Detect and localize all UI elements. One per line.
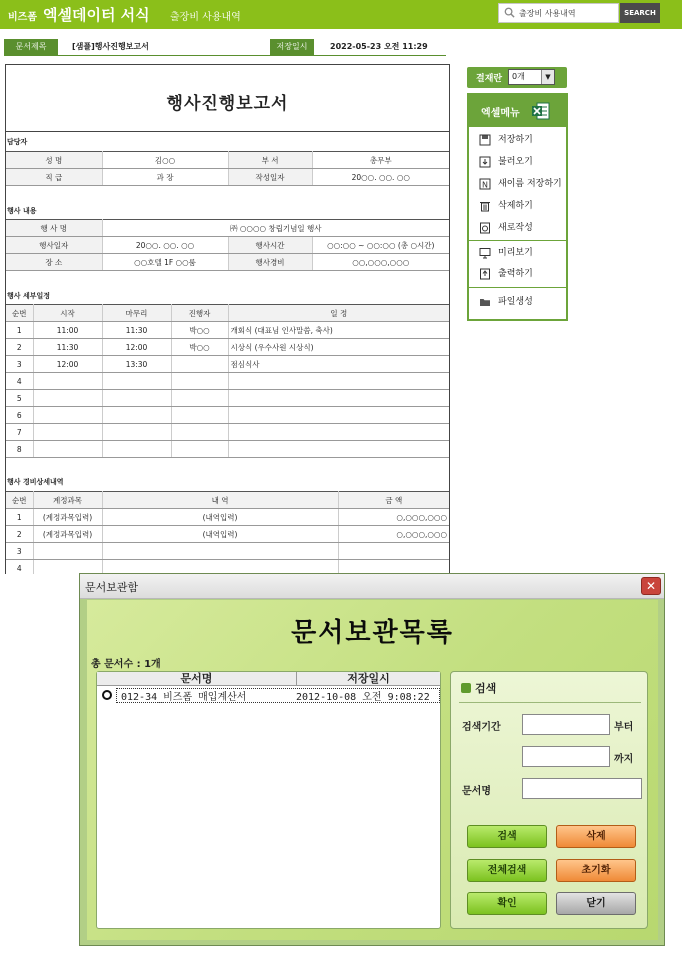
table-cell[interactable] — [338, 543, 449, 560]
menu-preview[interactable] — [478, 244, 533, 262]
table-cell[interactable]: 11:00 — [33, 322, 102, 339]
table-row — [6, 441, 449, 458]
column-header-name[interactable]: 문서명 — [97, 672, 297, 686]
load-icon — [479, 156, 491, 168]
delete-button[interactable]: 삭제 — [556, 825, 636, 848]
column-header: 순번 — [6, 305, 33, 322]
table-cell[interactable]: 점심식사 — [228, 356, 449, 373]
table-cell: 작성일자 — [228, 169, 312, 186]
table-header-row — [6, 492, 449, 509]
menu-load-label: 불러오기 — [498, 157, 533, 167]
column-header: 순번 — [6, 492, 33, 509]
column-header: 일 정 — [228, 305, 449, 322]
table-row — [6, 560, 449, 575]
table-row — [6, 237, 449, 254]
table-cell[interactable]: 시상식 (우수사원 시상식) — [228, 339, 449, 356]
menu-make-file[interactable] — [478, 293, 533, 311]
table-cell: 직 급 — [6, 169, 102, 186]
approval-count-select[interactable] — [508, 69, 555, 85]
table-cell[interactable]: (내역입력) — [102, 509, 338, 526]
dialog-title-bar[interactable] — [80, 574, 664, 599]
column-header-date[interactable]: 저장일시 — [347, 672, 390, 685]
table-cell[interactable] — [33, 424, 102, 441]
table-cell[interactable] — [171, 373, 228, 390]
table-cell: 성 명 — [6, 152, 102, 169]
saved-label: 저장일시 — [270, 39, 314, 55]
table-cell: 행사경비 — [228, 254, 312, 271]
brand-logo[interactable]: 비즈폼 — [8, 12, 37, 23]
table-cell[interactable]: 8 — [6, 441, 33, 458]
table-cell[interactable] — [171, 407, 228, 424]
trash-icon — [479, 200, 491, 212]
table-cell[interactable]: 11:30 — [102, 322, 171, 339]
table-row — [6, 526, 449, 543]
menu-save-as[interactable] — [478, 175, 562, 193]
table-cell[interactable] — [33, 560, 102, 575]
table-cell: 행 사 명 — [6, 220, 102, 237]
table-cell[interactable]: 5 — [6, 390, 33, 407]
table-cell[interactable]: 20○○. ○○. ○○ — [102, 237, 228, 254]
table-row — [6, 169, 449, 186]
table-row — [6, 407, 449, 424]
column-header: 진행자 — [171, 305, 228, 322]
column-header: 내 역 — [102, 492, 338, 509]
table-cell[interactable]: 3 — [6, 543, 33, 560]
table-cell[interactable] — [102, 424, 171, 441]
report-document — [5, 64, 450, 574]
event-table — [6, 219, 449, 271]
excel-icon — [531, 101, 551, 121]
menu-save[interactable] — [478, 131, 533, 149]
doc-name-label: 문서제목 — [4, 39, 58, 55]
document-count: 총 문서수 : 1개 — [91, 659, 161, 670]
dialog-body — [87, 600, 658, 940]
expense-section-title: 행사 경비상세내역 — [7, 478, 64, 486]
table-cell: 부 서 — [228, 152, 312, 169]
column-header: 계정과목 — [33, 492, 102, 509]
menu-divider — [469, 287, 566, 288]
row-doc-date: 2012-10-08 오전 9:08:22 — [296, 692, 430, 703]
table-cell[interactable]: 6 — [6, 407, 33, 424]
period-to-input[interactable] — [522, 746, 610, 767]
table-cell[interactable]: ㈜ ○○○○ 창립기념일 행사 — [102, 220, 449, 237]
table-cell[interactable] — [338, 560, 449, 575]
table-cell[interactable]: ○○호텔 1F ○○룸 — [102, 254, 228, 271]
approval-count-value: 0개 — [512, 72, 525, 81]
excel-menu-header — [469, 95, 566, 127]
table-row — [6, 424, 449, 441]
period-to-suffix: 까지 — [614, 754, 634, 765]
print-icon — [479, 268, 491, 280]
excel-menu-title: 엑셀메뉴 — [481, 108, 520, 119]
table-row — [6, 339, 449, 356]
document-storage-dialog — [79, 573, 665, 946]
table-cell[interactable]: (내역입력) — [102, 526, 338, 543]
header-divider — [4, 55, 446, 56]
reset-button[interactable]: 초기화 — [556, 859, 636, 882]
table-cell[interactable]: 12:00 — [102, 339, 171, 356]
table-row — [6, 152, 449, 169]
table-cell: 행사일자 — [6, 237, 102, 254]
folder-icon — [479, 296, 491, 308]
approval-count-label: 결재란 — [476, 74, 503, 84]
dialog-title: 문서보관함 — [85, 581, 139, 594]
table-cell[interactable]: 2 — [6, 526, 33, 543]
period-from-suffix: 부터 — [614, 722, 634, 733]
column-header: 시작 — [33, 305, 102, 322]
period-from-input[interactable] — [522, 714, 610, 735]
search-section-title: 검색 — [475, 682, 497, 695]
table-row — [6, 356, 449, 373]
list-header — [97, 672, 440, 686]
column-header: 금 액 — [338, 492, 449, 509]
table-cell[interactable]: 김○○ — [102, 152, 228, 169]
schedule-table — [6, 304, 449, 458]
docname-input[interactable] — [522, 778, 642, 799]
menu-new[interactable] — [478, 219, 533, 237]
menu-save-as-label: 새이름 저장하기 — [498, 179, 562, 189]
table-cell[interactable]: 12:00 — [33, 356, 102, 373]
table-cell[interactable]: (계정과목입력) — [33, 526, 102, 543]
table-cell: 장 소 — [6, 254, 102, 271]
table-cell[interactable]: 4 — [6, 560, 33, 575]
content-section-title: 행사 내용 — [7, 207, 37, 215]
table-cell[interactable]: ○,○○○,○○○ — [338, 526, 449, 543]
table-row — [6, 390, 449, 407]
search-input[interactable] — [519, 6, 615, 20]
close-button[interactable]: 닫기 — [556, 892, 636, 915]
table-row — [6, 543, 449, 560]
list-item[interactable] — [97, 687, 440, 703]
schedule-section-title: 행사 세부일정 — [7, 292, 51, 300]
expense-table — [6, 491, 449, 574]
table-cell[interactable] — [228, 407, 449, 424]
owner-section-title: 담당자 — [7, 138, 28, 146]
table-row — [6, 373, 449, 390]
table-cell: 행사시간 — [228, 237, 312, 254]
brand-title[interactable]: 엑셀데이터 서식 — [43, 6, 150, 24]
menu-delete-label: 삭제하기 — [498, 201, 533, 211]
table-row — [6, 220, 449, 237]
monitor-icon — [479, 247, 491, 259]
table-cell[interactable]: 3 — [6, 356, 33, 373]
table-cell[interactable] — [171, 390, 228, 407]
menu-divider — [469, 240, 566, 241]
saved-value: 2022-05-23 오전 11:29 — [330, 42, 428, 51]
search-button[interactable]: SEARCH — [620, 3, 660, 23]
table-cell[interactable] — [102, 390, 171, 407]
table-cell[interactable] — [228, 441, 449, 458]
table-cell[interactable]: 13:30 — [102, 356, 171, 373]
menu-load[interactable] — [478, 153, 533, 171]
menu-new-label: 새로작성 — [498, 223, 533, 233]
chevron-down-icon[interactable]: ▼ — [541, 70, 554, 84]
menu-save-label: 저장하기 — [498, 135, 533, 145]
table-cell[interactable]: 총무부 — [312, 152, 449, 169]
table-row — [6, 322, 449, 339]
table-cell[interactable]: ○,○○○,○○○ — [338, 509, 449, 526]
search-all-button[interactable]: 전체검색 — [467, 859, 547, 882]
period-label: 검색기간 — [462, 722, 501, 733]
table-cell[interactable] — [102, 407, 171, 424]
row-radio[interactable] — [102, 690, 112, 700]
table-row — [6, 254, 449, 271]
table-cell[interactable]: 개회식 (대표님 인사말씀, 축사) — [228, 322, 449, 339]
table-cell[interactable] — [102, 373, 171, 390]
menu-print-label: 출력하기 — [498, 269, 533, 279]
title-divider — [6, 131, 449, 132]
table-cell[interactable]: 4 — [6, 373, 33, 390]
table-header-row — [6, 305, 449, 322]
table-cell[interactable] — [33, 407, 102, 424]
search-button[interactable]: 검색 — [467, 825, 547, 848]
table-cell[interactable] — [33, 543, 102, 560]
top-bar — [0, 0, 682, 29]
table-cell[interactable]: 7 — [6, 424, 33, 441]
table-cell[interactable] — [102, 560, 338, 575]
docname-label: 문서명 — [462, 786, 491, 797]
table-cell[interactable] — [33, 390, 102, 407]
table-cell[interactable]: 20○○. ○○. ○○ — [312, 169, 449, 186]
table-cell[interactable] — [171, 424, 228, 441]
document-list — [96, 671, 441, 929]
new-document-icon — [479, 222, 491, 234]
row-doc-name: 012-34_비즈폼 매입계산서 — [121, 692, 247, 703]
menu-print[interactable] — [478, 265, 533, 283]
table-cell[interactable] — [228, 390, 449, 407]
table-cell[interactable] — [102, 441, 171, 458]
close-icon[interactable]: ✕ — [641, 577, 661, 595]
table-cell[interactable]: 2 — [6, 339, 33, 356]
table-cell[interactable] — [228, 373, 449, 390]
confirm-button[interactable]: 확인 — [467, 892, 547, 915]
page-subtitle: 출장비 사용내역 — [170, 12, 241, 23]
search-section-icon — [461, 683, 471, 693]
table-cell[interactable]: 11:30 — [33, 339, 102, 356]
doc-name-value: [샘플]행사진행보고서 — [72, 42, 149, 51]
excel-menu — [467, 93, 568, 321]
table-cell[interactable]: 박○○ — [171, 339, 228, 356]
search-panel — [450, 671, 648, 929]
menu-delete[interactable] — [478, 197, 533, 215]
table-cell[interactable]: 1 — [6, 509, 33, 526]
table-cell[interactable]: 1 — [6, 322, 33, 339]
document-title: 행사진행보고서 — [166, 94, 289, 114]
column-header: 마무리 — [102, 305, 171, 322]
search-box[interactable] — [498, 3, 619, 23]
table-cell[interactable] — [171, 441, 228, 458]
dialog-heading: 문서보관목록 — [291, 618, 454, 648]
table-cell[interactable]: ○○:○○ ~ ○○:○○ (총 ○시간) — [312, 237, 449, 254]
table-cell[interactable] — [228, 424, 449, 441]
table-cell[interactable]: ○○,○○○,○○○ — [312, 254, 449, 271]
menu-preview-label: 미리보기 — [498, 248, 533, 258]
table-cell[interactable] — [33, 373, 102, 390]
table-cell[interactable]: (계정과목입력) — [33, 509, 102, 526]
owner-table — [6, 151, 449, 186]
table-cell[interactable] — [33, 441, 102, 458]
search-divider — [459, 702, 641, 703]
table-cell[interactable]: 과 장 — [102, 169, 228, 186]
save-icon — [479, 134, 491, 146]
table-row — [6, 509, 449, 526]
menu-make-file-label: 파일생성 — [498, 297, 533, 307]
search-icon — [504, 7, 515, 18]
svg-text:N: N — [482, 180, 488, 190]
save-as-icon — [479, 178, 491, 190]
table-cell[interactable] — [171, 356, 228, 373]
table-cell[interactable] — [102, 543, 338, 560]
table-cell[interactable]: 박○○ — [171, 322, 228, 339]
